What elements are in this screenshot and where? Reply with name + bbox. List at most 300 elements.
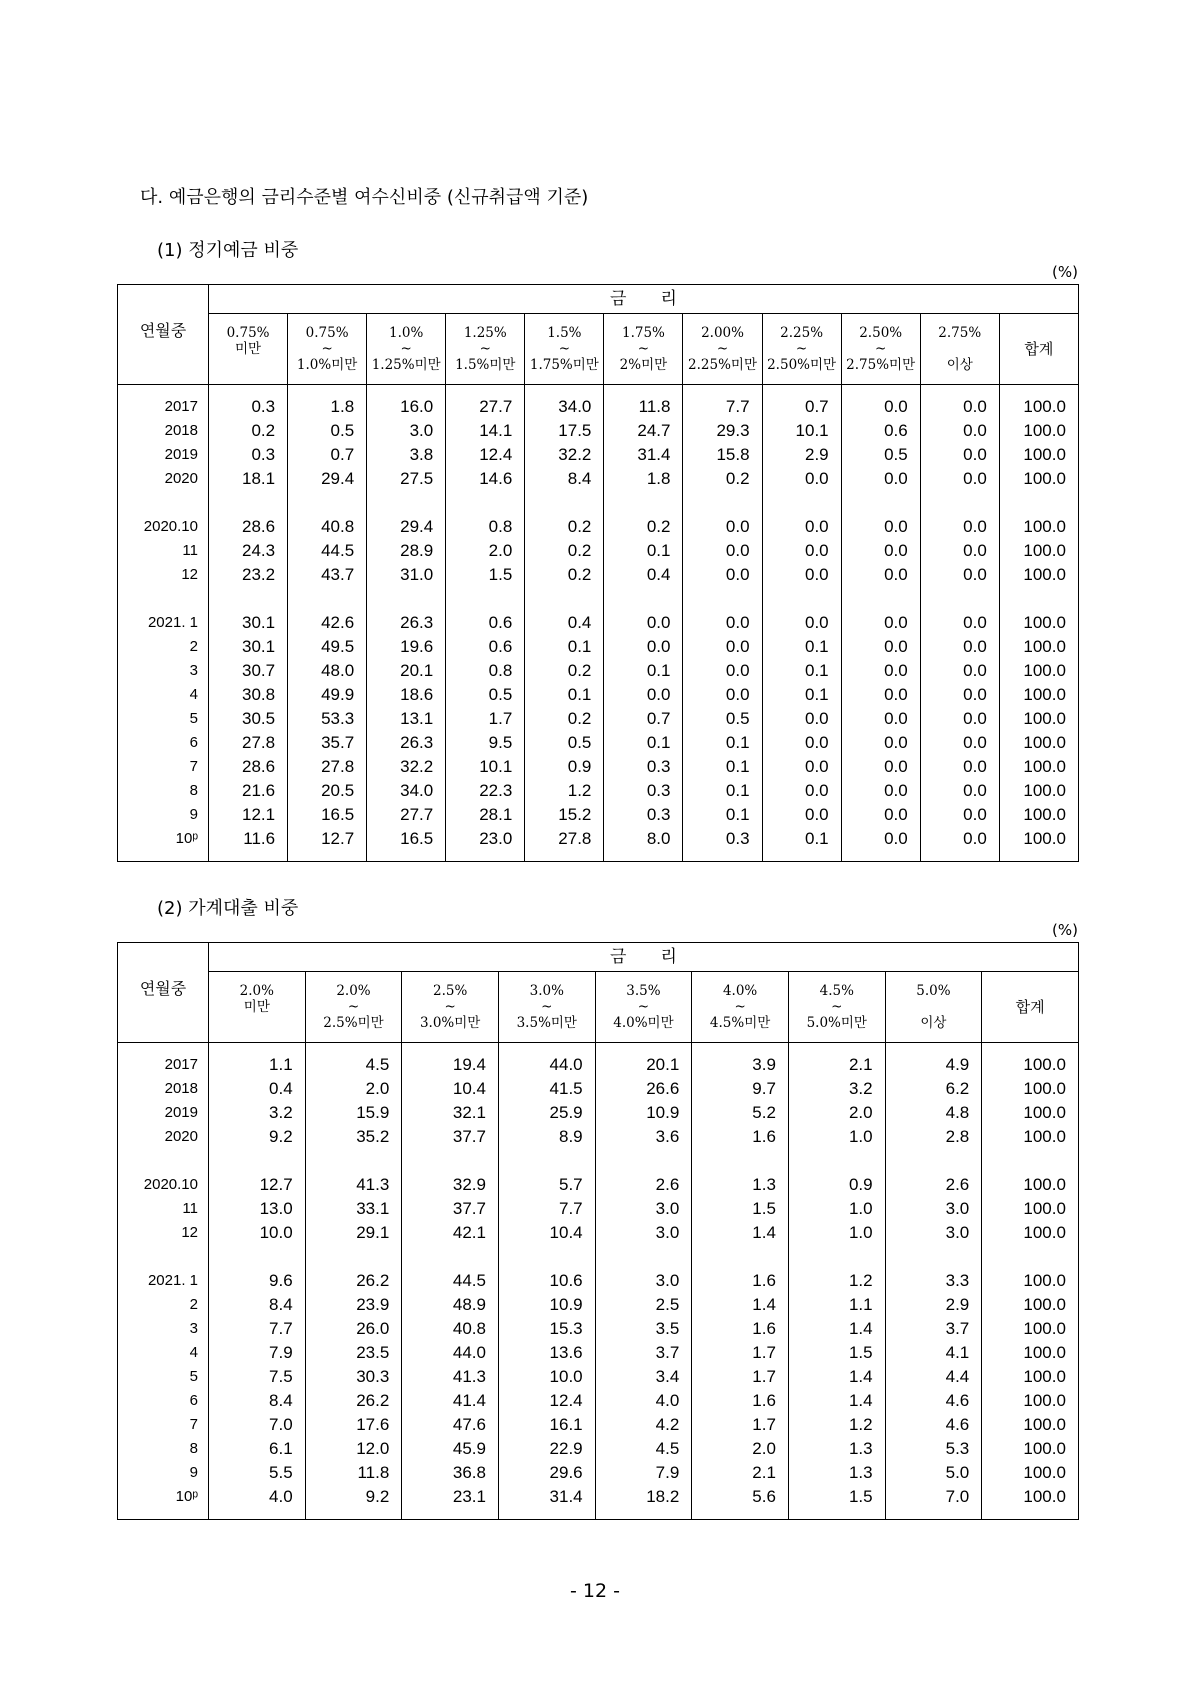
- period-cell: 6: [118, 731, 209, 755]
- value-cell: 0.0: [920, 755, 999, 779]
- value-cell: 0.0: [762, 611, 841, 635]
- rate-range-line: 3.5%: [626, 982, 661, 999]
- period-cell: 9: [118, 803, 209, 827]
- rate-range-line: 2.0%: [239, 982, 274, 999]
- table-row: [118, 659, 1079, 683]
- total-cell: 100.0: [982, 1053, 1079, 1077]
- value-cell: 41.4: [402, 1389, 499, 1413]
- value-cell: 1.4: [692, 1221, 789, 1245]
- value-cell: 1.2: [525, 779, 604, 803]
- table-row: [118, 707, 1079, 731]
- total-cell: 100.0: [982, 1077, 1079, 1101]
- total-cell: 100.0: [999, 443, 1078, 467]
- period-cell: 2017: [118, 395, 209, 419]
- value-cell: 10.6: [498, 1269, 595, 1293]
- value-cell: 3.0: [885, 1197, 982, 1221]
- total-header: 합계: [982, 972, 1079, 1043]
- rate-range-line: 1.25%미만: [371, 357, 441, 374]
- value-cell: 12.0: [305, 1437, 402, 1461]
- value-cell: 12.1: [209, 803, 288, 827]
- rate-range-line: ~: [347, 998, 360, 1015]
- value-cell: 0.1: [525, 683, 604, 707]
- value-cell: 3.0: [595, 1269, 692, 1293]
- value-cell: 0.0: [683, 515, 762, 539]
- value-cell: 0.8: [446, 659, 525, 683]
- value-cell: 2.0: [446, 539, 525, 563]
- value-cell: 7.7: [498, 1197, 595, 1221]
- value-cell: 0.2: [525, 563, 604, 587]
- value-cell: 0.7: [288, 443, 367, 467]
- rate-header: 금리: [209, 943, 1079, 972]
- table-row: [118, 1437, 1079, 1461]
- value-cell: 1.7: [446, 707, 525, 731]
- value-cell: 0.2: [525, 539, 604, 563]
- value-cell: 21.6: [209, 779, 288, 803]
- period-cell: 5: [118, 707, 209, 731]
- value-cell: 24.7: [604, 419, 683, 443]
- rate-range-line: ~: [479, 340, 491, 357]
- value-cell: 3.7: [595, 1341, 692, 1365]
- value-cell: 20.1: [595, 1053, 692, 1077]
- value-cell: 0.1: [683, 779, 762, 803]
- table-row: [118, 1365, 1079, 1389]
- period-cell: 3: [118, 1317, 209, 1341]
- value-cell: 1.8: [604, 467, 683, 491]
- value-cell: 5.6: [692, 1485, 789, 1509]
- period-cell: 2020.10: [118, 1173, 209, 1197]
- total-cell: 100.0: [982, 1293, 1079, 1317]
- table-row: [118, 563, 1079, 587]
- value-cell: 16.0: [367, 395, 446, 419]
- value-cell: 1.0: [788, 1221, 885, 1245]
- value-cell: 0.0: [683, 659, 762, 683]
- value-cell: 4.6: [885, 1413, 982, 1437]
- rate-range-line: ~: [541, 998, 553, 1015]
- total-cell: 100.0: [982, 1437, 1079, 1461]
- value-cell: 0.1: [762, 827, 841, 851]
- rate-range-line: 2.50%: [859, 324, 903, 341]
- value-cell: 10.0: [498, 1365, 595, 1389]
- value-cell: 2.1: [788, 1053, 885, 1077]
- value-cell: 44.0: [402, 1341, 499, 1365]
- value-cell: 0.0: [683, 563, 762, 587]
- value-cell: 0.3: [604, 803, 683, 827]
- value-cell: 35.2: [305, 1125, 402, 1149]
- rate-range-header: [288, 314, 367, 385]
- table-row: [118, 611, 1079, 635]
- value-cell: 0.0: [762, 707, 841, 731]
- rate-range-line: 2.75%: [938, 324, 982, 341]
- value-cell: 1.5: [692, 1197, 789, 1221]
- value-cell: 2.5: [595, 1293, 692, 1317]
- value-cell: 0.2: [525, 515, 604, 539]
- total-cell: 100.0: [982, 1317, 1079, 1341]
- value-cell: 16.1: [498, 1413, 595, 1437]
- table-2-unit: (%): [1052, 921, 1078, 939]
- value-cell: 2.9: [762, 443, 841, 467]
- rate-range-line: 4.5%: [819, 982, 854, 999]
- total-cell: 100.0: [982, 1269, 1079, 1293]
- value-cell: 7.9: [595, 1461, 692, 1485]
- value-cell: 0.0: [841, 755, 920, 779]
- value-cell: 2.6: [595, 1173, 692, 1197]
- value-cell: 1.3: [788, 1437, 885, 1461]
- value-cell: 18.6: [367, 683, 446, 707]
- value-cell: 0.0: [920, 467, 999, 491]
- value-cell: 27.8: [209, 731, 288, 755]
- period-cell: 2017: [118, 1053, 209, 1077]
- value-cell: 26.0: [305, 1317, 402, 1341]
- table-row: [118, 1077, 1079, 1101]
- value-cell: 0.2: [209, 419, 288, 443]
- year-month-header: 연월중: [118, 943, 209, 1043]
- value-cell: 12.7: [288, 827, 367, 851]
- rate-range-line: ~: [321, 340, 333, 357]
- total-cell: 100.0: [999, 611, 1078, 635]
- value-cell: 26.2: [305, 1389, 402, 1413]
- value-cell: 30.1: [209, 611, 288, 635]
- period-cell: 9: [118, 1461, 209, 1485]
- period-cell: 8: [118, 779, 209, 803]
- value-cell: 23.0: [446, 827, 525, 851]
- period-cell: 6: [118, 1389, 209, 1413]
- value-cell: 1.5: [788, 1485, 885, 1509]
- value-cell: 8.9: [498, 1125, 595, 1149]
- page-number: - 12 -: [570, 1580, 620, 1602]
- rate-range-header: [209, 972, 306, 1043]
- value-cell: 0.0: [604, 635, 683, 659]
- value-cell: 0.0: [683, 683, 762, 707]
- value-cell: 18.1: [209, 467, 288, 491]
- rate-range-line: 3.0%: [529, 982, 564, 999]
- value-cell: 29.1: [305, 1221, 402, 1245]
- value-cell: 40.8: [402, 1317, 499, 1341]
- rate-range-line: ~: [831, 998, 843, 1015]
- value-cell: 0.4: [209, 1077, 306, 1101]
- value-cell: 3.9: [692, 1053, 789, 1077]
- value-cell: 1.1: [788, 1293, 885, 1317]
- total-cell: 100.0: [999, 467, 1078, 491]
- value-cell: 26.2: [305, 1269, 402, 1293]
- value-cell: 0.0: [920, 515, 999, 539]
- value-cell: 1.8: [288, 395, 367, 419]
- total-header: 합계: [999, 314, 1078, 385]
- rate-range-line: ~: [558, 340, 570, 357]
- value-cell: 29.6: [498, 1461, 595, 1485]
- value-cell: 14.1: [446, 419, 525, 443]
- value-cell: 34.0: [367, 779, 446, 803]
- rate-header: 금리: [209, 285, 1079, 314]
- value-cell: 5.7: [498, 1173, 595, 1197]
- rate-range-line: 2.25%: [780, 324, 824, 341]
- household-loan-rate-table: [117, 942, 1079, 1520]
- value-cell: 0.3: [209, 443, 288, 467]
- value-cell: 40.8: [288, 515, 367, 539]
- value-cell: 7.7: [209, 1317, 306, 1341]
- value-cell: 28.9: [367, 539, 446, 563]
- value-cell: 0.7: [604, 707, 683, 731]
- value-cell: 0.5: [683, 707, 762, 731]
- table-row: [118, 1485, 1079, 1509]
- rate-range-header: [604, 314, 683, 385]
- rate-range-line: 2.5%: [432, 982, 468, 999]
- rate-range-line: 1.75%미만: [529, 357, 599, 374]
- value-cell: 7.0: [209, 1413, 306, 1437]
- total-cell: 100.0: [999, 419, 1078, 443]
- value-cell: 0.0: [841, 683, 920, 707]
- rate-range-header: [683, 314, 762, 385]
- value-cell: 22.3: [446, 779, 525, 803]
- rate-range-line: 0.75%: [226, 324, 270, 341]
- value-cell: 0.5: [446, 683, 525, 707]
- value-cell: 1.4: [788, 1365, 885, 1389]
- value-cell: 35.7: [288, 731, 367, 755]
- value-cell: 15.9: [305, 1101, 402, 1125]
- value-cell: 31.4: [498, 1485, 595, 1509]
- value-cell: 26.3: [367, 611, 446, 635]
- value-cell: 10.1: [762, 419, 841, 443]
- value-cell: 3.6: [595, 1125, 692, 1149]
- total-cell: 100.0: [982, 1125, 1079, 1149]
- period-cell: 8: [118, 1437, 209, 1461]
- value-cell: 44.5: [288, 539, 367, 563]
- value-cell: 0.0: [762, 539, 841, 563]
- rate-range-line: 2.25%미만: [688, 357, 757, 374]
- value-cell: 16.5: [367, 827, 446, 851]
- table-1-unit: (%): [1052, 263, 1078, 281]
- value-cell: 34.0: [525, 395, 604, 419]
- value-cell: 9.2: [209, 1125, 306, 1149]
- rate-range-header: [525, 314, 604, 385]
- page-title: 다. 예금은행의 금리수준별 여수신비중 (신규취급액 기준): [140, 187, 589, 208]
- value-cell: 0.1: [762, 683, 841, 707]
- value-cell: 49.9: [288, 683, 367, 707]
- period-cell: 7: [118, 755, 209, 779]
- period-cell: 4: [118, 683, 209, 707]
- value-cell: 25.9: [498, 1101, 595, 1125]
- value-cell: 11.8: [305, 1461, 402, 1485]
- rate-range-line: 4.0%미만: [613, 1015, 674, 1032]
- value-cell: 0.2: [604, 515, 683, 539]
- value-cell: 0.0: [920, 563, 999, 587]
- value-cell: 31.0: [367, 563, 446, 587]
- value-cell: 0.9: [788, 1173, 885, 1197]
- value-cell: 1.3: [692, 1173, 789, 1197]
- value-cell: 53.3: [288, 707, 367, 731]
- value-cell: 0.0: [841, 731, 920, 755]
- period-cell: 2018: [118, 1077, 209, 1101]
- value-cell: 0.0: [762, 515, 841, 539]
- total-cell: 100.0: [999, 803, 1078, 827]
- value-cell: 49.5: [288, 635, 367, 659]
- value-cell: 0.6: [446, 635, 525, 659]
- value-cell: 4.4: [885, 1365, 982, 1389]
- period-cell: 5: [118, 1365, 209, 1389]
- value-cell: 0.5: [841, 443, 920, 467]
- value-cell: 2.9: [885, 1293, 982, 1317]
- period-cell: 11: [118, 1197, 209, 1221]
- table-row: [118, 1197, 1079, 1221]
- value-cell: 2.8: [885, 1125, 982, 1149]
- value-cell: 0.0: [841, 515, 920, 539]
- total-cell: 100.0: [999, 659, 1078, 683]
- total-cell: 100.0: [999, 539, 1078, 563]
- value-cell: 0.0: [762, 563, 841, 587]
- table-row: [118, 755, 1079, 779]
- value-cell: 41.3: [305, 1173, 402, 1197]
- value-cell: 1.4: [788, 1389, 885, 1413]
- value-cell: 0.0: [920, 659, 999, 683]
- value-cell: 7.7: [683, 395, 762, 419]
- value-cell: 18.2: [595, 1485, 692, 1509]
- value-cell: 0.0: [683, 611, 762, 635]
- value-cell: 43.7: [288, 563, 367, 587]
- rate-range-header: [446, 314, 525, 385]
- value-cell: 0.0: [920, 635, 999, 659]
- value-cell: 0.4: [525, 611, 604, 635]
- value-cell: 29.4: [367, 515, 446, 539]
- value-cell: 2.0: [788, 1101, 885, 1125]
- value-cell: 0.3: [604, 755, 683, 779]
- value-cell: 8.4: [209, 1293, 306, 1317]
- value-cell: 23.1: [402, 1485, 499, 1509]
- rate-range-line: 미만: [243, 998, 270, 1015]
- period-cell: 2018: [118, 419, 209, 443]
- value-cell: 0.0: [841, 467, 920, 491]
- table-row: [118, 827, 1079, 851]
- value-cell: 0.2: [525, 659, 604, 683]
- rate-range-line: ~: [637, 998, 650, 1015]
- value-cell: 13.6: [498, 1341, 595, 1365]
- value-cell: 0.0: [762, 731, 841, 755]
- value-cell: 1.7: [692, 1365, 789, 1389]
- value-cell: 3.4: [595, 1365, 692, 1389]
- value-cell: 0.2: [525, 707, 604, 731]
- value-cell: 1.4: [692, 1293, 789, 1317]
- value-cell: 3.0: [367, 419, 446, 443]
- total-cell: 100.0: [982, 1101, 1079, 1125]
- rate-range-line: [921, 341, 999, 357]
- value-cell: 29.4: [288, 467, 367, 491]
- rate-range-line: 이상: [920, 1015, 947, 1032]
- deposit-rate-table: [117, 284, 1079, 862]
- value-cell: 0.0: [920, 827, 999, 851]
- value-cell: 48.0: [288, 659, 367, 683]
- value-cell: 0.0: [920, 443, 999, 467]
- value-cell: 1.4: [788, 1317, 885, 1341]
- value-cell: 0.1: [762, 659, 841, 683]
- table-row: [118, 395, 1079, 419]
- table-row: [118, 635, 1079, 659]
- value-cell: 26.3: [367, 731, 446, 755]
- table-row: [118, 419, 1079, 443]
- table-row: [118, 1053, 1079, 1077]
- rate-range-line: 1.5%: [547, 324, 582, 341]
- rate-range-line: 4.5%미만: [709, 1015, 771, 1032]
- value-cell: 0.0: [920, 779, 999, 803]
- value-cell: 4.0: [209, 1485, 306, 1509]
- value-cell: 28.6: [209, 515, 288, 539]
- value-cell: 0.0: [762, 779, 841, 803]
- value-cell: 3.3: [885, 1269, 982, 1293]
- value-cell: 0.0: [920, 611, 999, 635]
- value-cell: 5.2: [692, 1101, 789, 1125]
- value-cell: 0.0: [604, 611, 683, 635]
- value-cell: 10.9: [595, 1101, 692, 1125]
- value-cell: 0.0: [920, 395, 999, 419]
- rate-range-header: [788, 972, 885, 1043]
- value-cell: 30.1: [209, 635, 288, 659]
- value-cell: 0.8: [446, 515, 525, 539]
- value-cell: 37.7: [402, 1125, 499, 1149]
- value-cell: 3.0: [595, 1221, 692, 1245]
- table-2-subtitle: (2) 가계대출 비중: [157, 898, 299, 919]
- value-cell: 11.8: [604, 395, 683, 419]
- value-cell: 8.0: [604, 827, 683, 851]
- value-cell: 4.9: [885, 1053, 982, 1077]
- value-cell: 30.8: [209, 683, 288, 707]
- value-cell: 41.5: [498, 1077, 595, 1101]
- table-row: [118, 1461, 1079, 1485]
- table-row: [118, 1269, 1079, 1293]
- table-row: [118, 683, 1079, 707]
- rate-range-line: 2.5%미만: [323, 1015, 384, 1032]
- rate-range-line: 2.00%: [701, 324, 744, 341]
- rate-range-line: 1.0%미만: [296, 357, 358, 374]
- table-row: [118, 731, 1079, 755]
- total-cell: 100.0: [999, 395, 1078, 419]
- year-month-header: 연월중: [118, 285, 209, 385]
- value-cell: 0.0: [841, 611, 920, 635]
- rate-range-line: 2.75%미만: [846, 357, 916, 374]
- period-cell: 7: [118, 1413, 209, 1437]
- value-cell: 10.0: [209, 1221, 306, 1245]
- period-cell: 2: [118, 1293, 209, 1317]
- value-cell: 0.0: [841, 827, 920, 851]
- rate-range-line: 2.50%미만: [767, 357, 837, 374]
- period-cell: 12: [118, 1221, 209, 1245]
- value-cell: 0.2: [683, 467, 762, 491]
- total-cell: 100.0: [982, 1485, 1079, 1509]
- table-row: [118, 1221, 1079, 1245]
- value-cell: 13.1: [367, 707, 446, 731]
- value-cell: 26.6: [595, 1077, 692, 1101]
- value-cell: 5.3: [885, 1437, 982, 1461]
- value-cell: 5.0: [885, 1461, 982, 1485]
- period-cell: 10ᵖ: [118, 827, 209, 851]
- value-cell: 1.5: [446, 563, 525, 587]
- value-cell: 30.7: [209, 659, 288, 683]
- rate-range-line: [886, 999, 982, 1015]
- value-cell: 20.1: [367, 659, 446, 683]
- value-cell: 27.8: [288, 755, 367, 779]
- value-cell: 0.1: [525, 635, 604, 659]
- value-cell: 1.5: [788, 1341, 885, 1365]
- period-cell: 2020.10: [118, 515, 209, 539]
- value-cell: 23.9: [305, 1293, 402, 1317]
- value-cell: 9.6: [209, 1269, 306, 1293]
- value-cell: 28.6: [209, 755, 288, 779]
- value-cell: 11.6: [209, 827, 288, 851]
- period-cell: 2020: [118, 467, 209, 491]
- value-cell: 24.3: [209, 539, 288, 563]
- value-cell: 15.2: [525, 803, 604, 827]
- value-cell: 42.6: [288, 611, 367, 635]
- value-cell: 15.8: [683, 443, 762, 467]
- rate-range-header: [885, 972, 982, 1043]
- value-cell: 6.2: [885, 1077, 982, 1101]
- value-cell: 1.1: [209, 1053, 306, 1077]
